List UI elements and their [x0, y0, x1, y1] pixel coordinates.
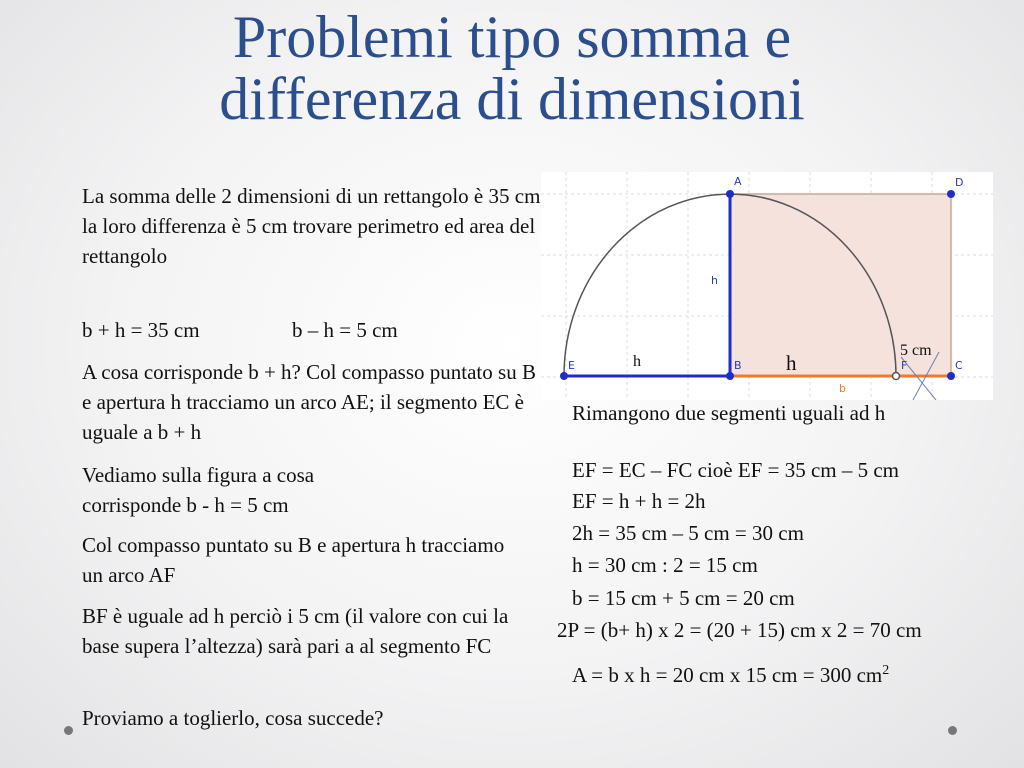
label-eb-h: h — [633, 353, 641, 370]
paragraph-question: Proviamo a toglierlo, cosa succede? — [82, 706, 384, 730]
point-b — [726, 372, 734, 380]
right-perimeter: 2P = (b+ h) x 2 = (20 + 15) cm x 2 = 70 cm — [557, 618, 922, 642]
right-ef-equals: EF = EC – FC cioè EF = 35 cm – 5 cm — [572, 458, 900, 482]
decor-dot-left — [64, 726, 73, 735]
label-point-e: E — [568, 359, 575, 372]
label-point-c: C — [955, 359, 963, 372]
right-2h-value: 2h = 35 cm – 5 cm = 30 cm — [572, 521, 804, 545]
label-segment-h: h — [711, 274, 718, 287]
decor-dot-right — [948, 726, 957, 735]
equation-difference: b – h = 5 cm — [292, 318, 398, 342]
label-segment-b: b — [839, 382, 846, 395]
title-line-1: Problemi tipo somma e — [232, 4, 792, 70]
slide-title — [0, 6, 1024, 130]
right-area — [572, 656, 889, 690]
right-b-value: b = 15 cm + 5 cm = 20 cm — [572, 586, 795, 610]
figure-svg — [541, 172, 993, 400]
right-ef-2h: EF = h + h = 2h — [572, 489, 706, 513]
title-line-2: differenza di dimensioni — [219, 66, 805, 132]
label-bf-h: h — [786, 351, 797, 375]
point-f — [893, 373, 900, 380]
label-point-b: B — [734, 359, 742, 372]
label-point-f: F — [901, 359, 908, 372]
label-point-a: A — [734, 175, 742, 188]
paragraph-sum-meaning: A cosa corrisponde b + h? Col compasso puntato su B e apertura h tracciamo un arco AE; il segmento EC è uguale a b + h — [82, 360, 536, 444]
paragraph-arc-af: Col compasso puntato su B e apertura h tracciamo un arco AF — [82, 533, 505, 587]
right-remaining-segments: Rimangono due segmenti uguali ad h — [572, 401, 886, 425]
point-e — [560, 372, 568, 380]
point-a — [726, 190, 734, 198]
label-point-d: D — [955, 176, 964, 189]
paragraph-bf-fc: BF è uguale ad h perciò i 5 cm (il valore con cui la base supera l’altezza) sarà pari a al segmento FC — [82, 604, 509, 658]
equation-sum: b + h = 35 cm — [82, 318, 200, 342]
paragraph-difference-meaning: Vediamo sulla figura a cosa corrisponde b - h = 5 cm — [82, 463, 315, 517]
geometry-figure — [541, 172, 993, 400]
right-area-superscript: 2 — [882, 663, 890, 678]
right-area-text: A = b x h = 20 cm x 15 cm = 300 cm — [572, 663, 883, 687]
label-fc-5cm: 5 cm — [900, 342, 932, 359]
problem-statement: La somma delle 2 dimensioni di un rettangolo è 35 cm la loro differenza è 5 cm trovare perimetro ed area del rettangolo — [82, 184, 541, 268]
point-c — [947, 372, 955, 380]
right-h-value: h = 30 cm : 2 = 15 cm — [572, 553, 758, 577]
point-d — [947, 190, 955, 198]
